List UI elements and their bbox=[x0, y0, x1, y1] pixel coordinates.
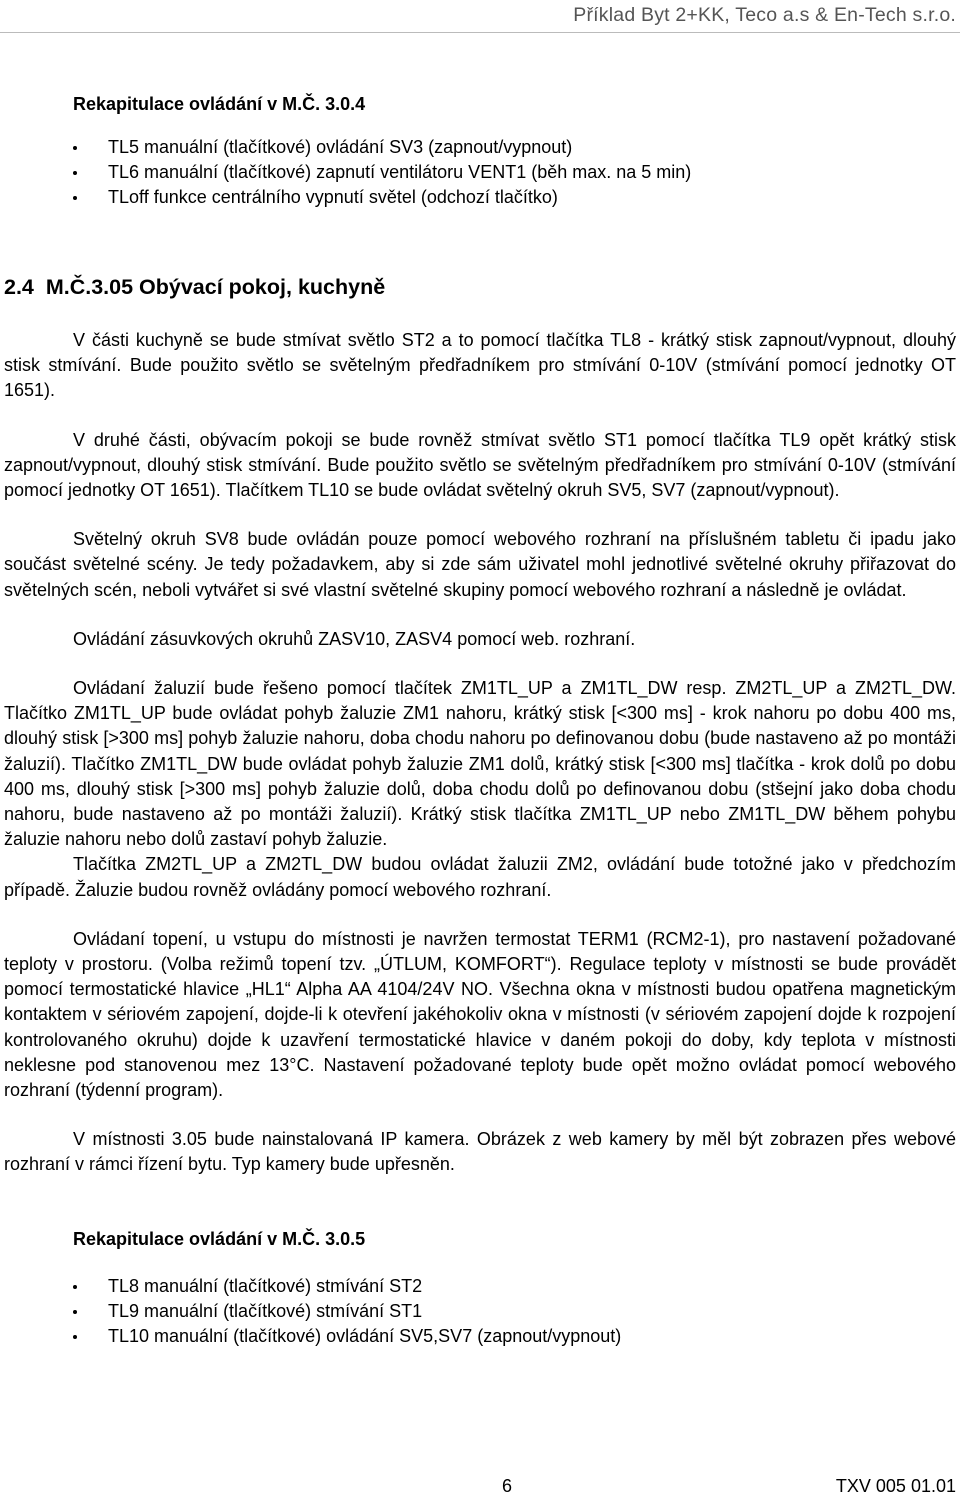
bullet-icon bbox=[73, 196, 77, 200]
list-item bbox=[4, 1299, 956, 1324]
paragraph-heating: Ovládaní topení, u vstupu do místnosti je navržen termostat TERM1 (RCM2-1), pro nastavení požadované teploty v prostoru. (Volba režimů topení tzv. „ÚTLUM, KOMFORT“). Regulace teploty v místnosti se bude provádět pomocí termostatické hlavice „HL1“ Alpha AA 4104/24V NO. Všechna okna v místnosti budou opatřena magnetickým kontaktem v sériovém zapojení, dojde-li k otevření jakéhokoliv okna v místnosti (v sériovém zapojení dojde k rozpojení kontrolovaného okruhu) dojde k uzavření termostatické hlavice v daném pokoji do doby, kdy teplota v místnosti neklesne pod stanovenou mez 13°C. Nastavení požadované teploty bude opět možno ovládat pomocí webového rozhraní (týdenní program). bbox=[4, 928, 956, 1101]
recap-title-304: Rekapitulace ovládání v M.Č. 3.0.4 bbox=[73, 94, 366, 114]
list-item-text: TL6 manuální (tlačítkové) zapnutí ventilátoru VENT1 (běh max. na 5 min) bbox=[108, 162, 692, 182]
paragraph-blinds: Ovládaní žaluzií bude řešeno pomocí tlačítek ZM1TL_UP a ZM1TL_DW resp. ZM2TL_UP a ZM2TL_DW. Tlačítko ZM1TL_UP bude ovládat pohyb žaluzie ZM1 nahoru, krátký stisk [<300 ms] - krok nahoru po dobu 400 ms, dlouhý stisk [>300 ms] pohyb žaluzie nahoru, doba chodu nahoru po definovanou dobu (bude nastaveno až po montáži žaluzií). Tlačítko ZM1TL_DW bude ovládat pohyb žaluzie ZM1 dolů, krátký stisk [<300 ms] tlačítka - krok dolů po dobu 400 ms, dlouhý stisk [>300 ms] pohyb žaluzie dolů, doba chodu dolů po definovanou dobu (stšejní jako doba chodu nahoru, bude nastaveno až po montáži žaluzií). Krátký stisk tlačítka ZM1TL_UP nebo ZM1TL_DW během pohybu žaluzie nahoru nebo dolů zastaví pohyb žaluzie. bbox=[4, 678, 956, 850]
bullet-icon bbox=[73, 171, 77, 175]
document-body bbox=[4, 91, 956, 1349]
list-item bbox=[4, 1324, 956, 1349]
list-item-text: TL10 manuální (tlačítkové) ovládání SV5,SV7 (zapnout/vypnout) bbox=[108, 1325, 622, 1346]
list-item bbox=[4, 135, 956, 160]
section-heading: 2.4 M.Č.3.05 Obývací pokoj, kuchyně bbox=[4, 275, 386, 299]
paragraph-sv8: Světelný okruh SV8 bude ovládán pouze pomocí webového rozhraní na příslušném tabletu či ipadu jako součást světelné scény. Je tedy požadavkem, aby si zde sám uživatel mohl jednotlivé světelné okruhy přiřazovat do světelných scén, neboli vytvářet si své vlastní světelné skupiny pomocí webového rozhraní a následně je ovládat. bbox=[4, 529, 956, 600]
list-item bbox=[4, 185, 956, 210]
list-item-text: TL5 manuální (tlačítkové) ovládání SV3 (zapnout/vypnout) bbox=[108, 137, 573, 157]
header-rule bbox=[0, 32, 960, 33]
list-item-text: TLoff funkce centrálního vypnutí světel (odchozí tlačítko) bbox=[108, 187, 558, 207]
recap-title-305: Rekapitulace ovládání v M.Č. 3.0.5 bbox=[73, 1228, 366, 1249]
paragraph-blinds-zm2: Tlačítka ZM2TL_UP a ZM2TL_DW budou ovládat žaluzii ZM2, ovládání bude totožné jako v předchozím případě. Žaluzie budou rovněž ovládány pomocí webového rozhraní. bbox=[4, 854, 956, 900]
bullet-icon bbox=[73, 1335, 77, 1339]
paragraph-sockets: Ovládání zásuvkových okruhů ZASV10, ZASV4 pomocí web. rozhraní. bbox=[73, 628, 636, 649]
paragraph-camera: V místnosti 3.05 bude nainstalovaná IP kamera. Obrázek z web kamery by měl být zobrazen přes webové rozhraní v rámci řízení bytu. Typ kamery bude upřesněn. bbox=[4, 1129, 956, 1175]
bullet-icon bbox=[73, 1310, 77, 1314]
bullet-icon bbox=[73, 1285, 77, 1289]
bullet-icon bbox=[73, 146, 77, 150]
document-code: TXV 005 01.01 bbox=[835, 1476, 956, 1496]
list-item bbox=[4, 160, 956, 185]
list-item bbox=[4, 1274, 956, 1299]
page-number: 6 bbox=[502, 1476, 513, 1496]
paragraph-kitchen: V části kuchyně se bude stmívat světlo ST2 a to pomocí tlačítka TL8 - krátký stisk zapnout/vypnout, dlouhý stisk stmívání. Bude použito světlo se světelným předřadníkem pro stmívání 0-10V (stmívání pomocí jednotky OT 1651). bbox=[4, 330, 956, 401]
list-item-text: TL9 manuální (tlačítkové) stmívání ST1 bbox=[108, 1300, 423, 1321]
list-item-text: TL8 manuální (tlačítkové) stmívání ST2 bbox=[108, 1275, 423, 1296]
recap-list-305 bbox=[4, 1274, 956, 1349]
paragraph-living-room: V druhé části, obývacím pokoji se bude rovněž stmívat světlo ST1 pomocí tlačítka TL9 opět krátký stisk zapnout/vypnout, dlouhý stisk stmívání. Bude použito světlo se světelným předřadníkem pro stmívání 0-10V (stmívání pomocí jednotky OT 1651). Tlačítkem TL10 se bude ovládat světelný okruh SV5, SV7 (zapnout/vypnout). bbox=[4, 429, 956, 501]
page-header: Příklad Byt 2+KK, Teco a.s & En-Tech s.r.o. bbox=[573, 4, 956, 26]
recap-list-304 bbox=[4, 135, 956, 210]
